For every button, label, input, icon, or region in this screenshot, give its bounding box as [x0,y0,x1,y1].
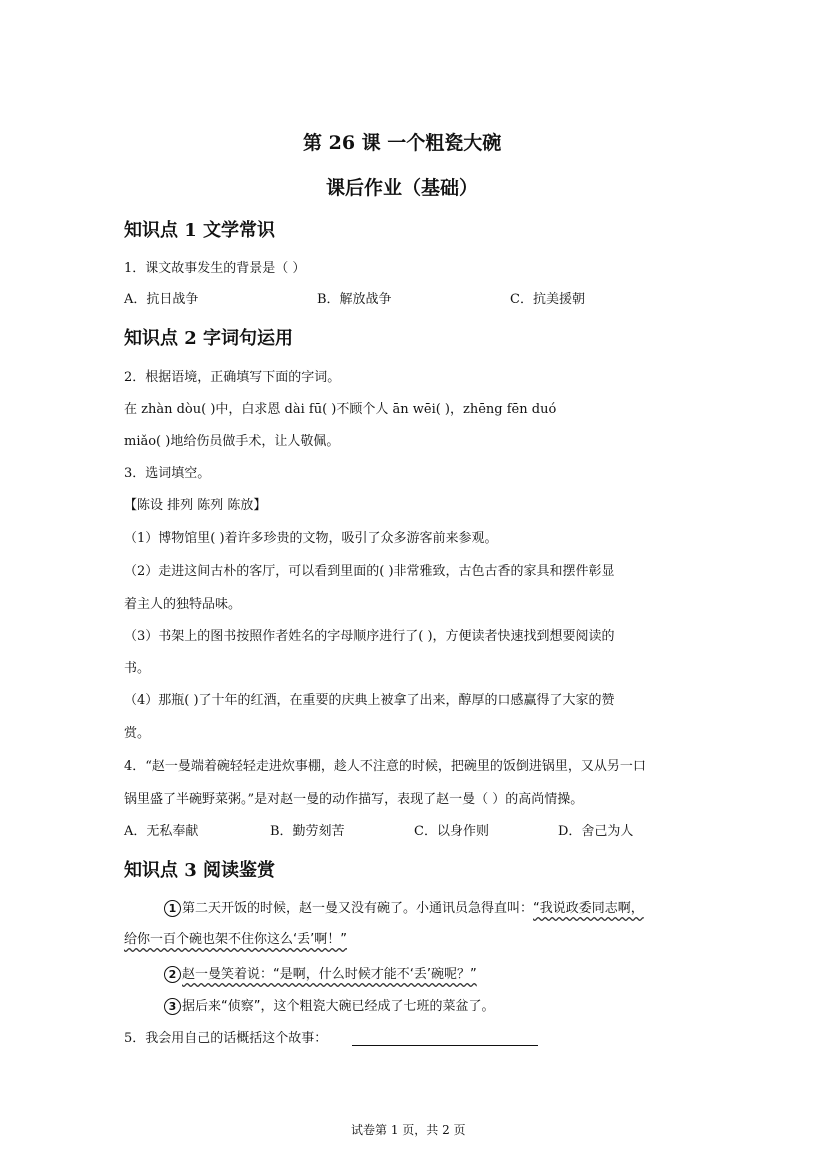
page-title: 第 26 课 一个粗瓷大碗 [303,132,502,154]
q1-option-a: A．抗日战争 [124,292,199,307]
section-heading-3: 知识点 3 阅读鉴赏 [124,860,276,881]
q1-option-c: C．抗美援朝 [510,292,585,307]
q2-line-2: miǎo( )地给伤员做手术，让人敬佩。 [124,434,340,449]
paragraph-number-1: 1 [164,900,181,917]
passage-p1-text: 第二天开饭的时候，赵一曼又没有碗了。小通讯员急得直叫： [182,901,534,916]
q4-line-1: 4．“赵一曼端着碗轻轻走进炊事棚，趁人不注意的时候，把碗里的饭倒进锅里，又从另一口 [124,759,646,774]
q3-item-4-cont: 赏。 [124,726,151,741]
paragraph-number-3: 3 [164,998,181,1015]
passage-p1-quote-a: “我说政委同志啊， [533,901,644,916]
section-heading-1: 知识点 1 文学常识 [124,220,276,241]
q4-option-b: B．勤劳刻苦 [270,824,345,839]
q3-item-1: （1）博物馆里( )着许多珍贵的文物，吸引了众多游客前来参观。 [124,531,498,546]
paragraph-number-2: 2 [164,966,181,983]
passage-paragraph-2 [164,966,477,983]
q3-word-bank: 【陈设 排列 陈列 陈放】 [124,498,267,513]
passage-p2-text: 赵一曼笑着说：“是啊，什么时候才能不‘丢’碗呢？” [182,967,477,982]
q4-line-2: 锅里盛了半碗野菜粥。”是对赵一曼的动作描写，表现了赵一曼（ ）的高尚情操。 [124,792,584,807]
section-heading-2: 知识点 2 字词句运用 [124,328,294,349]
passage-p1-quote-b: 给你一百个碗也架不住你这么‘丢’啊！” [124,932,347,947]
passage-paragraph-3 [164,998,494,1015]
q4-option-a: A．无私奉献 [124,824,199,839]
q3-item-2-cont: 着主人的独特品味。 [124,597,242,612]
q5-stem: 5．我会用自己的话概括这个故事： [124,1031,328,1046]
q3-item-4: （4）那瓶( )了十年的红酒，在重要的庆典上被拿了出来，醇厚的口感赢得了大家的赞 [124,693,615,708]
page-footer: 试卷第 1 页，共 2 页 [351,1123,466,1137]
passage-paragraph-1-cont [124,933,347,946]
page-subtitle: 课后作业（基础） [326,177,479,199]
q3-stem: 3．选词填空。 [124,466,211,481]
q2-stem: 2．根据语境，正确填写下面的字词。 [124,370,341,385]
q4-option-d: D．舍己为人 [558,824,634,839]
passage-paragraph-1 [164,900,644,917]
q4-option-c: C．以身作则 [414,824,489,839]
q2-line-1: 在 zhàn dòu( )中，白求恩 dài fū( )不顾个人 ān wēi( )，zhēng fēn duó [124,402,557,417]
q3-item-3: （3）书架上的图书按照作者姓名的字母顺序进行了( )，方便读者快速找到想要阅读的 [124,629,615,644]
q1-option-b: B．解放战争 [317,292,392,307]
q3-item-3-cont: 书。 [124,661,151,676]
q5-answer-line[interactable] [352,1045,538,1046]
q1-stem: 1．课文故事发生的背景是（ ） [124,261,306,276]
passage-p3-text: 据后来“侦察”，这个粗瓷大碗已经成了七班的菜盆了。 [182,999,495,1014]
q3-item-2: （2）走进这间古朴的客厅，可以看到里面的( )非常雅致，古色古香的家具和摆件彰显 [124,564,615,579]
